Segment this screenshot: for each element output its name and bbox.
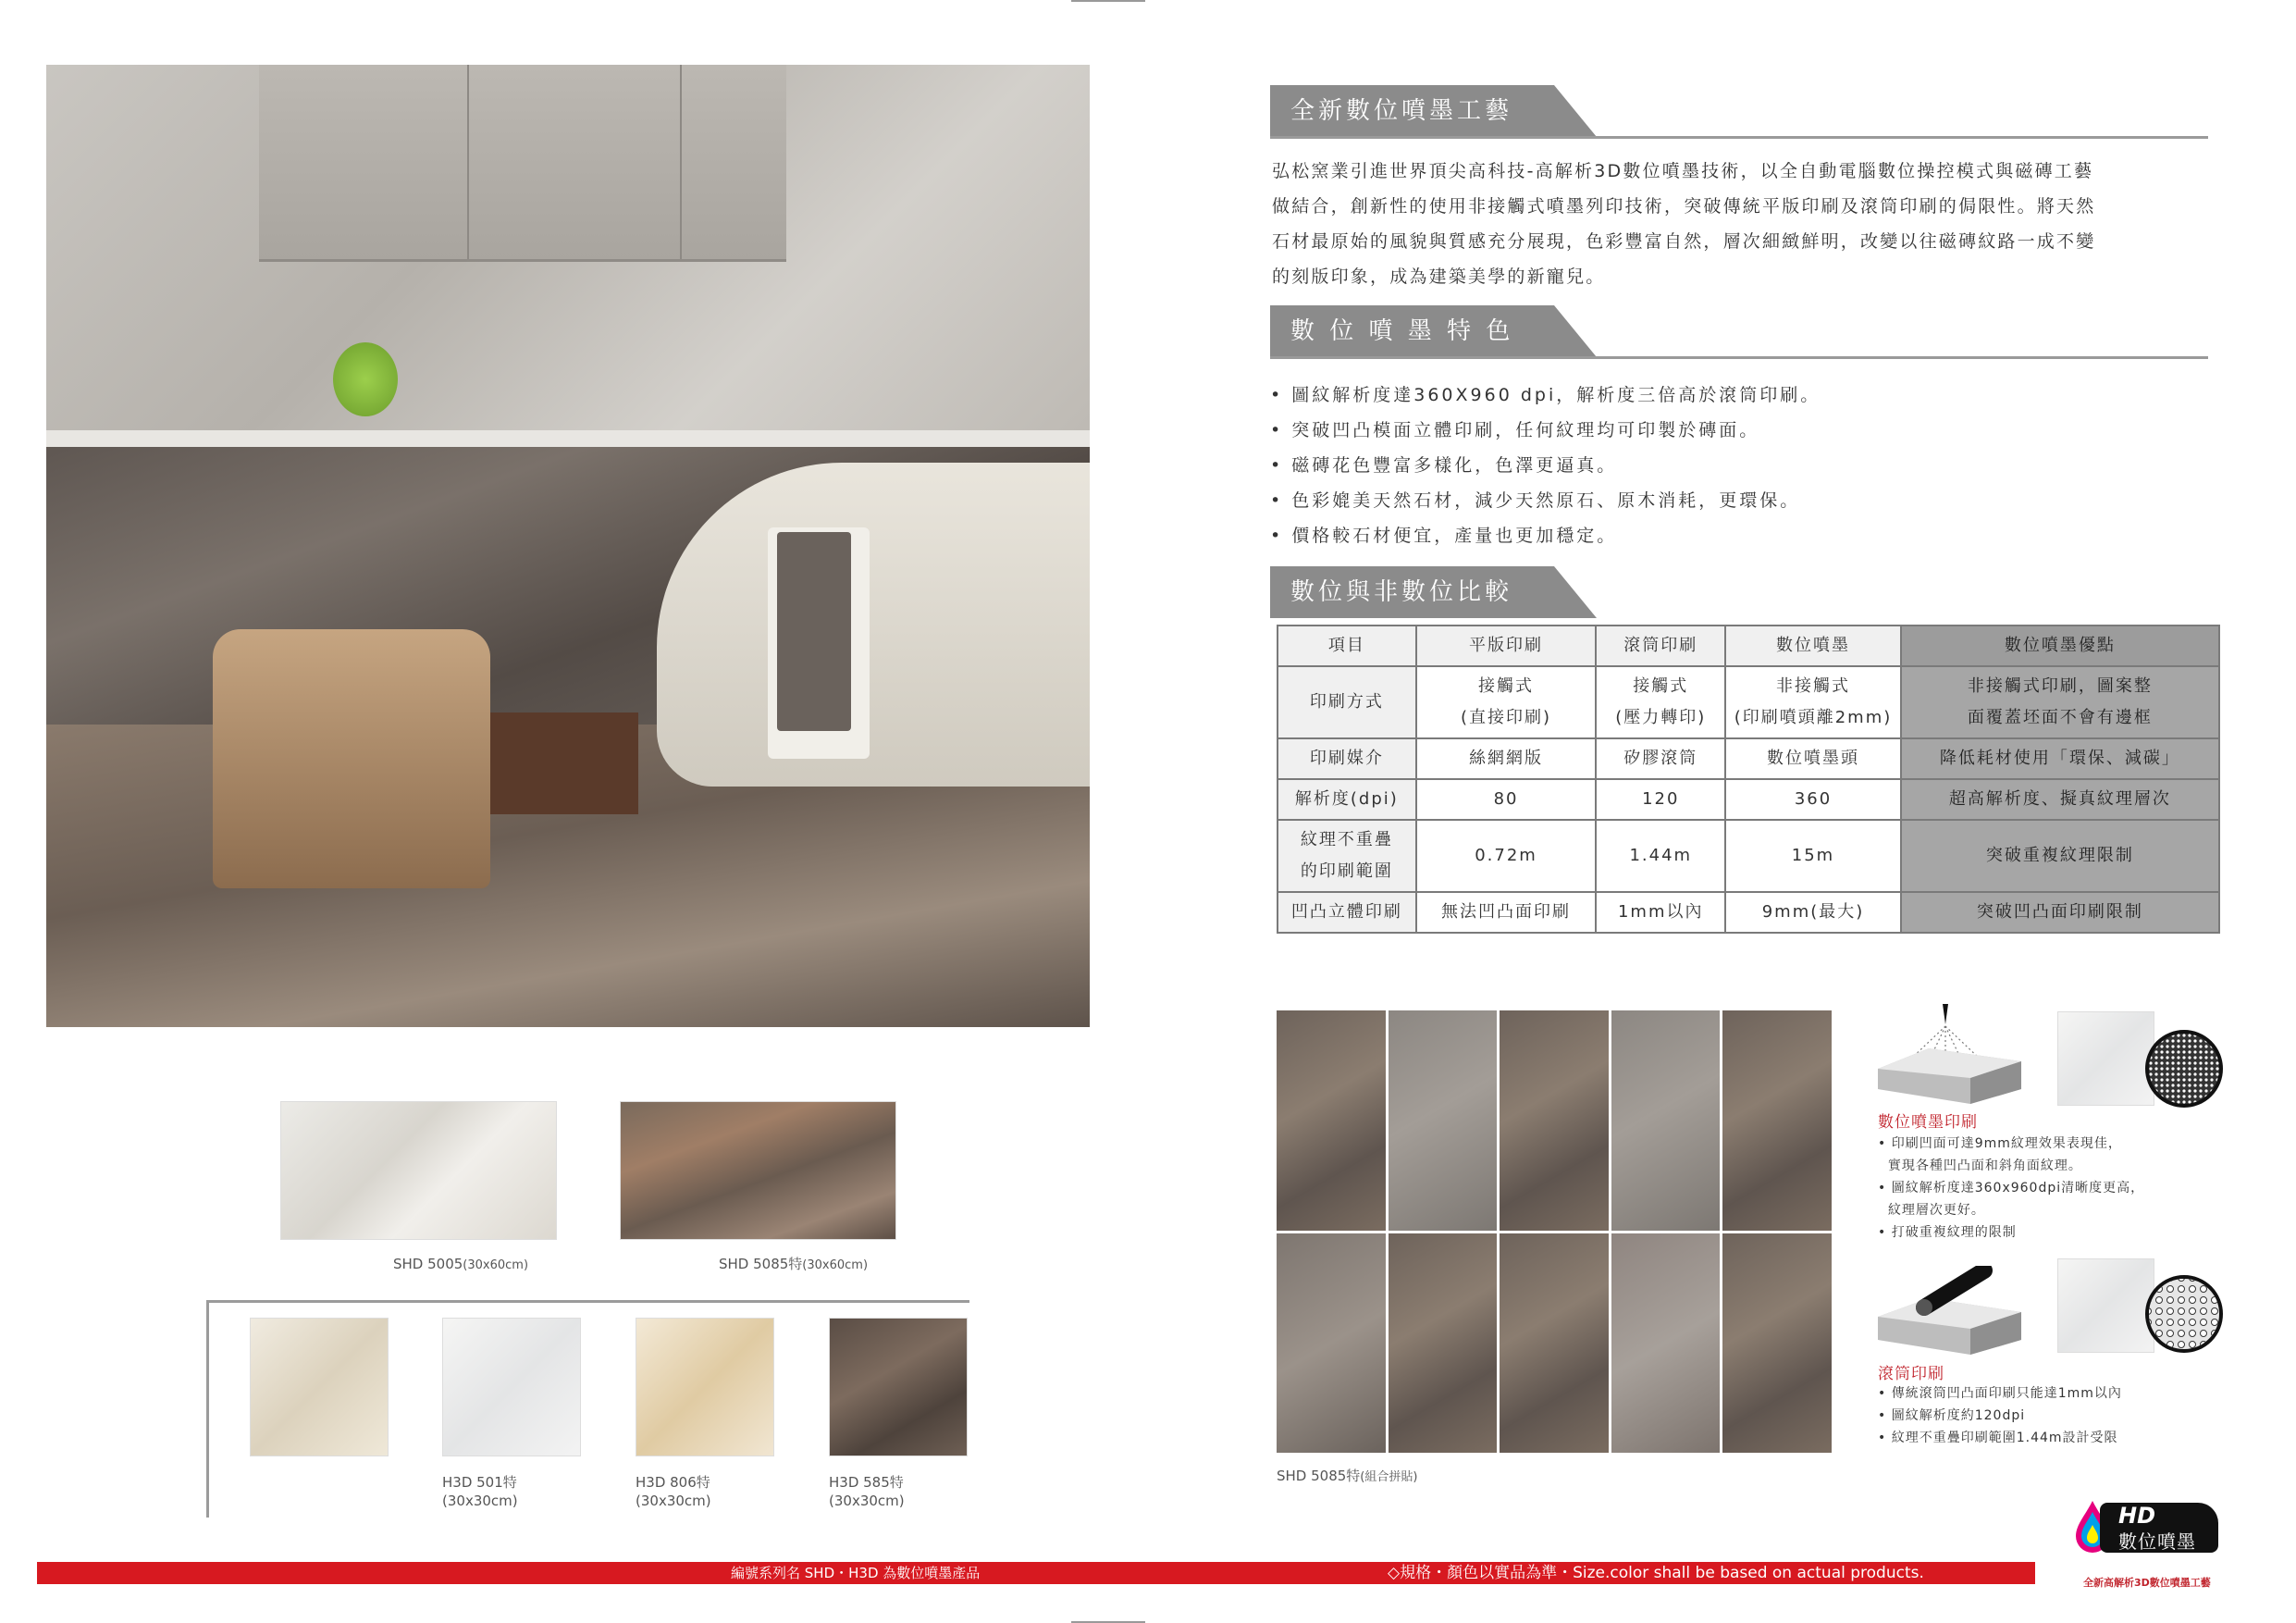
- list-item: • 圖紋解析度達360x960dpi清晰度更高， 紋理層次更好。: [1878, 1181, 2145, 1218]
- table-cell: 80: [1416, 779, 1597, 820]
- roller-print-title: 滾筒印刷: [1878, 1365, 1944, 1383]
- table-cell-advantage: 降低耗材使用「環保、減碳」: [1901, 738, 2219, 779]
- table-row: [1278, 892, 2219, 933]
- section-header-craft: [1270, 85, 2208, 137]
- list-item: • 傳統滾筒凹凸面印刷只能達1mm以內: [1878, 1386, 2122, 1401]
- caption-shd5085: SHD 5085特(30x60cm): [719, 1256, 869, 1272]
- list-item: • 紋理不重疊印刷範圍1.44m設計受限: [1878, 1431, 2118, 1445]
- table-header-row: [1278, 626, 2219, 666]
- craft-line: 的刻版印象，成為建築美學的新寵兒。: [1272, 266, 1606, 287]
- features-list: [1270, 378, 2206, 553]
- plant-icon: [333, 342, 398, 416]
- table-cell: 接觸式 (壓力轉印): [1596, 666, 1725, 738]
- swatch-h3d585: [829, 1318, 968, 1456]
- roller-diagram-icon: [1873, 1266, 2031, 1358]
- section-title-features: 數 位 噴 墨 特 色: [1270, 305, 1554, 357]
- th-item: 項目: [1278, 626, 1416, 666]
- hd-logo: [2072, 1499, 2220, 1560]
- th-advantage: 數位噴墨優點: [1901, 626, 2219, 666]
- table-cell: 9mm(最大): [1725, 892, 1901, 933]
- table-row: [1278, 738, 2219, 779]
- table-cell: 絲網網版: [1416, 738, 1597, 779]
- list-item: • 圖紋解析度約120dpi: [1878, 1408, 2026, 1423]
- table-cell-advantage: 突破凹凸面印刷限制: [1901, 892, 2219, 933]
- bracket-line-top: [206, 1300, 969, 1303]
- hd-tagline: 全新高解析3D數位噴墨工藝: [2083, 1577, 2211, 1589]
- row-label: 印刷媒介: [1278, 738, 1416, 779]
- table-cell: 非接觸式 (印刷噴頭離2mm): [1725, 666, 1901, 738]
- caption-h3d585: H3D 585特 (30x30cm): [829, 1474, 905, 1509]
- swatch-h3d-cream: [250, 1318, 389, 1456]
- hd-logo-text: 數位噴墨: [2118, 1530, 2196, 1553]
- table-cell: 15m: [1725, 820, 1901, 892]
- inkjet-diagram-icon: [1873, 1004, 2031, 1106]
- bracket-line-left: [206, 1300, 209, 1518]
- table-cell: 無法凹凸面印刷: [1416, 892, 1597, 933]
- inkjet-dot-icon: [2142, 1027, 2226, 1110]
- roller-print-list: [1878, 1382, 2155, 1449]
- roller-dot-icon: [2142, 1272, 2226, 1356]
- craft-line: 石材最原始的風貌與質感充分展現，色彩豐富自然，層次細緻鮮明，改變以往磁磚紋路一成不變: [1272, 231, 2096, 252]
- hd-text: HD: [2118, 1503, 2156, 1529]
- craft-paragraph: [1272, 154, 2208, 294]
- table-row: [1278, 820, 2219, 892]
- feature-item: • 色彩媲美天然石材，減少天然原石、原木消耗，更環保。: [1270, 483, 2206, 518]
- row-label: 印刷方式: [1278, 666, 1416, 738]
- table-cell: 120: [1596, 779, 1725, 820]
- digital-print-title: 數位噴墨印刷: [1878, 1113, 1978, 1132]
- table-cell: 數位噴墨頭: [1725, 738, 1901, 779]
- inkjet-sample: [2057, 1011, 2154, 1106]
- feature-item: • 價格較石材便宜，產量也更加穩定。: [1270, 518, 2206, 553]
- bathroom-photo: [46, 65, 1090, 1027]
- feature-item: • 圖紋解析度達360X960 dpi，解析度三倍高於滾筒印刷。: [1270, 378, 2206, 413]
- row-label: 紋理不重疊 的印刷範圍: [1278, 820, 1416, 892]
- swatch-shd5085: [620, 1101, 896, 1240]
- list-item: • 打破重複紋理的限制: [1878, 1225, 2017, 1240]
- swatch-h3d501: [442, 1318, 581, 1456]
- caption-h3d501: H3D 501特 (30x30cm): [442, 1474, 518, 1509]
- section-header-compare: [1270, 566, 2208, 618]
- table-cell: 1.44m: [1596, 820, 1725, 892]
- roller-sample: [2057, 1258, 2154, 1353]
- table-row: [1278, 779, 2219, 820]
- table-cell-advantage: 非接觸式印刷，圖案整 面覆蓋坯面不會有邊框: [1901, 666, 2219, 738]
- digital-print-list: [1878, 1133, 2155, 1244]
- section-title-compare: 數位與非數位比較: [1270, 566, 1554, 618]
- table-cell: 360: [1725, 779, 1901, 820]
- swatch-shd5005: [280, 1101, 557, 1240]
- th-digital: 數位噴墨: [1725, 626, 1901, 666]
- list-item: • 印刷凹面可達9mm紋理效果表現佳， 實現各種凹凸面和斜角面紋理。: [1878, 1136, 2122, 1173]
- footer-bar: [37, 1562, 2035, 1584]
- swatch-h3d806: [636, 1318, 774, 1456]
- table-cell-advantage: 超高解析度、擬真紋理層次: [1901, 779, 2219, 820]
- row-label: 凹凸立體印刷: [1278, 892, 1416, 933]
- caption-h3d806: H3D 806特 (30x30cm): [636, 1474, 711, 1509]
- row-label: 解析度(dpi): [1278, 779, 1416, 820]
- feature-item: • 磁磚花色豐富多樣化，色澤更逼真。: [1270, 448, 2206, 483]
- comparison-table: [1277, 625, 2220, 934]
- table-row: [1278, 666, 2219, 738]
- craft-line: 弘松窯業引進世界頂尖高科技-高解析3D數位噴墨技術，以全自動電腦數位操控模式與磁磚工藝: [1272, 161, 2094, 181]
- footer-right-text: ◇規格・顏色以實品為準・Size.color shall be based on actual products.: [1388, 1564, 1924, 1582]
- th-roller: 滾筒印刷: [1596, 626, 1725, 666]
- tile-combo-photo: [1277, 1010, 1832, 1453]
- craft-line: 做結合，創新性的使用非接觸式噴墨列印技術，突破傳統平版印刷及滾筒印刷的侷限性。將天然: [1272, 196, 2096, 217]
- table-cell-advantage: 突破重複紋理限制: [1901, 820, 2219, 892]
- table-cell: 0.72m: [1416, 820, 1597, 892]
- fold-mark-top: [1071, 0, 1145, 2]
- feature-item: • 突破凹凸模面立體印刷，任何紋理均可印製於磚面。: [1270, 413, 2206, 448]
- table-cell: 1mm以內: [1596, 892, 1725, 933]
- section-header-features: [1270, 305, 2208, 357]
- th-flat: 平版印刷: [1416, 626, 1597, 666]
- caption-shd5005: SHD 5005(30x60cm): [393, 1256, 529, 1272]
- section-title-craft: 全新數位噴墨工藝: [1270, 85, 1554, 137]
- caption-combo: SHD 5085特(組合拼貼): [1277, 1468, 1418, 1484]
- footer-left-text: 編號系列名 SHD・H3D 為數位噴墨產品: [731, 1565, 981, 1581]
- table-cell: 接觸式 (直接印刷): [1416, 666, 1597, 738]
- table-cell: 矽膠滾筒: [1596, 738, 1725, 779]
